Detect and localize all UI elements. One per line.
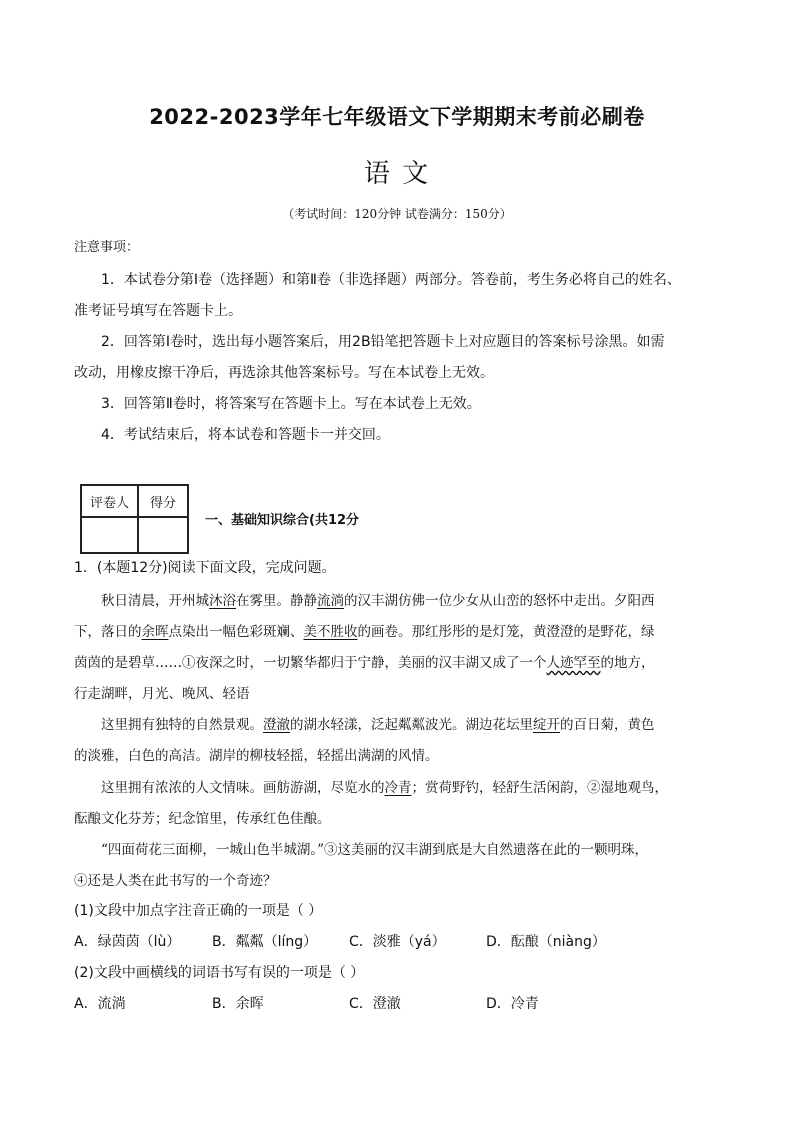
option-c[interactable]: C．淡雅（yá） xyxy=(349,934,446,950)
passage-text: 的百日菊，黄色 xyxy=(560,717,655,733)
subject-title: 语 文 xyxy=(363,159,431,189)
exam-info: （考试时间：120分钟 试卷满分：150分） xyxy=(282,207,512,221)
underlined-word: 余晖 xyxy=(141,624,169,640)
passage-p1-line-4: 行走湖畔，月光、晚风、轻语 xyxy=(74,686,250,702)
underlined-word: 沐浴 xyxy=(209,593,236,609)
passage-text: 的画卷。那红彤彤的是灯笼，黄澄澄的是野花，绿 xyxy=(357,624,655,640)
grader-cell xyxy=(81,517,138,553)
question-1-stem: 1．(本题12分)阅读下面文段，完成问题。 xyxy=(74,560,336,576)
score-header: 得分 xyxy=(138,485,188,517)
passage-p1-line-1 xyxy=(101,589,655,609)
passage-text: ；赏荷野钓，轻舒生活闲韵，②湿地观鸟， xyxy=(411,780,668,796)
passage-text: 在雾里。静静 xyxy=(236,593,317,609)
option-a[interactable]: A．流淌 xyxy=(74,996,126,1012)
passage-text: 的湖水轻漾，泛起粼粼波光。湖边花坛里 xyxy=(290,717,533,733)
sub-question-2-stem: (2)文段中画横线的词语书写有误的一项是（ ） xyxy=(74,965,365,981)
option-b[interactable]: B．粼粼（líng） xyxy=(212,934,318,950)
sub-question-2-options xyxy=(74,993,724,1013)
note-item-3: 3．回答第Ⅱ卷时，将答案写在答题卡上。写在本试卷上无效。 xyxy=(101,396,481,412)
passage-text: 秋日清晨，开州城 xyxy=(101,593,209,609)
note-item-2-line-1: 2．回答第Ⅰ卷时，选出每小题答案后，用2B铅笔把答题卡上对应题目的答案标号涂黑。如需 xyxy=(101,334,665,350)
passage-p2-line-2: 的淡雅，白色的高洁。湖岸的柳枝轻摇，轻摇出满湖的风情。 xyxy=(74,748,439,764)
note-item-2-line-2: 改动，用橡皮擦干净后，再选涂其他答案标号。写在本试卷上无效。 xyxy=(74,365,494,381)
score-cell xyxy=(138,517,188,553)
option-a[interactable]: A．绿茵茵（lù） xyxy=(74,934,181,950)
option-b[interactable]: B．余晖 xyxy=(212,996,264,1012)
sub-question-1-stem: (1)文段中加点字注音正确的一项是（ ） xyxy=(74,903,323,919)
passage-p3-line-2: 酝酿文化芬芳；纪念馆里，传承红色佳酿。 xyxy=(74,811,331,827)
passage-text: 这里拥有浓浓的人文情味。画舫游湖，尽览水的 xyxy=(101,780,385,796)
passage-text: 的地方， xyxy=(600,655,655,671)
passage-text: 这里拥有独特的自然景观。 xyxy=(101,717,263,733)
underlined-word: 流淌 xyxy=(317,593,344,609)
notes-heading: 注意事项： xyxy=(74,240,140,255)
section-title: 一、基础知识综合(共12分 xyxy=(205,513,360,528)
passage-p2-line-1 xyxy=(101,713,655,733)
grader-header: 评卷人 xyxy=(81,485,138,517)
passage-text: 茵茵的是碧草……①夜深之时，一切繁华都归于宁静，美丽的汉丰湖又成了一个 xyxy=(74,655,547,671)
note-item-4: 4．考试结束后，将本试卷和答题卡一并交回。 xyxy=(101,427,390,443)
wavy-underlined-phrase: 人迹罕至 xyxy=(546,655,601,671)
option-d[interactable]: D．酝酿（niàng） xyxy=(486,934,606,950)
option-d[interactable]: D．冷青 xyxy=(486,996,539,1012)
passage-p1-line-2 xyxy=(74,620,655,640)
underlined-word: 澄澈 xyxy=(263,717,290,733)
note-item-1-line-2: 准考证号填写在答题卡上。 xyxy=(74,303,242,319)
grader-score-table xyxy=(80,484,189,554)
underlined-word: 美不胜收 xyxy=(303,624,358,640)
passage-p4-line-1: “四面荷花三面柳，一城山色半城湖。”③这美丽的汉丰湖到底是大自然遗落在此的一颗明珠， xyxy=(101,842,649,858)
note-item-1-line-1: 1．本试卷分第Ⅰ卷（选择题）和第Ⅱ卷（非选择题）两部分。答卷前，考生务必将自己的姓名、 xyxy=(101,272,681,288)
passage-p4-line-2: ④还是人类在此书写的一个奇迹？ xyxy=(74,873,277,889)
sub-question-1-options xyxy=(74,931,724,951)
page-title: 2022-2023学年七年级语文下学期期末考前必刷卷 xyxy=(149,105,645,129)
option-c[interactable]: C．澄澈 xyxy=(349,996,401,1012)
underlined-word: 冷青 xyxy=(384,780,412,796)
underlined-word: 绽开 xyxy=(533,717,560,733)
passage-text: 点染出一幅色彩斑斓、 xyxy=(168,624,304,640)
passage-p1-line-3 xyxy=(74,651,655,671)
passage-text: 的汉丰湖仿佛一位少女从山峦的怒怀中走出。夕阳西 xyxy=(344,593,655,609)
passage-text: 下，落日的 xyxy=(74,624,142,640)
passage-p3-line-1 xyxy=(101,776,668,796)
